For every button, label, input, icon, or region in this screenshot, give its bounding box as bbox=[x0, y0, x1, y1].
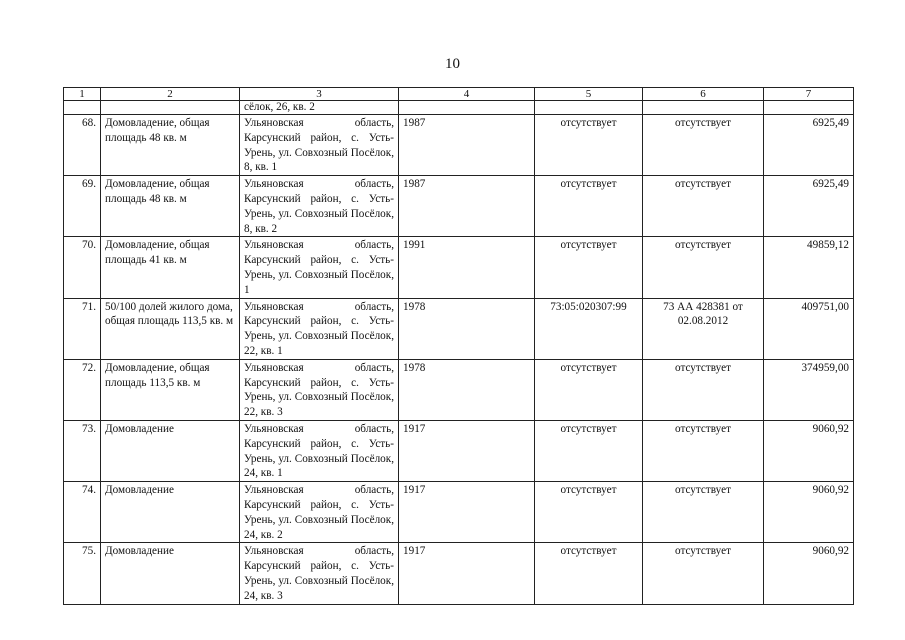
year-cell: 1978 bbox=[399, 298, 535, 359]
row-number-cell: 72. bbox=[64, 359, 101, 420]
cadastral-number-cell: отсутствует bbox=[535, 420, 643, 481]
year-cell: 1917 bbox=[399, 420, 535, 481]
column-header: 3 bbox=[240, 88, 399, 101]
value-cell: 409751,00 bbox=[764, 298, 854, 359]
row-number-cell: 71. bbox=[64, 298, 101, 359]
row-number-cell: 70. bbox=[64, 237, 101, 298]
property-registry-table bbox=[63, 87, 854, 605]
header-row bbox=[64, 88, 854, 101]
cadastral-number-cell: 73:05:020307:99 bbox=[535, 298, 643, 359]
address-cell: Ульяновская область, Карсунский район, с. Усть-Урень, ул. Совхозный Посёлок, 22, кв. 3 bbox=[240, 359, 399, 420]
year-cell: 1987 bbox=[399, 176, 535, 237]
cadastral-number-cell: отсутствует bbox=[535, 237, 643, 298]
address-cell: сёлок, 26, кв. 2 bbox=[240, 101, 399, 115]
year-cell: 1917 bbox=[399, 543, 535, 604]
row-number-cell: 75. bbox=[64, 543, 101, 604]
column-header: 4 bbox=[399, 88, 535, 101]
table-row bbox=[64, 237, 854, 298]
address-cell: Ульяновская область, Карсунский район, с. Усть-Урень, ул. Совхозный Посёлок, 22, кв. 1 bbox=[240, 298, 399, 359]
cadastral-number-cell: отсутствует bbox=[535, 359, 643, 420]
object-name-cell: Домовладение bbox=[101, 543, 240, 604]
cadastral-number-cell: отсутствует bbox=[535, 482, 643, 543]
object-name-cell: Домовладение, общая площадь 41 кв. м bbox=[101, 237, 240, 298]
row-number-cell: 69. bbox=[64, 176, 101, 237]
value-cell: 374959,00 bbox=[764, 359, 854, 420]
row-number-cell: 68. bbox=[64, 115, 101, 176]
table-row bbox=[64, 543, 854, 604]
certificate-cell: отсутствует bbox=[643, 420, 764, 481]
continuation-row bbox=[64, 101, 854, 115]
cadastral-number-cell: отсутствует bbox=[535, 115, 643, 176]
year-cell: 1991 bbox=[399, 237, 535, 298]
table-row bbox=[64, 115, 854, 176]
value-cell: 49859,12 bbox=[764, 237, 854, 298]
certificate-cell: отсутствует bbox=[643, 359, 764, 420]
address-cell: Ульяновская область, Карсунский район, с. Усть-Урень, ул. Совхозный Посёлок, 24, кв. 1 bbox=[240, 420, 399, 481]
address-cell: Ульяновская область, Карсунский район, с. Усть-Урень, ул. Совхозный Посёлок, 8, кв. 2 bbox=[240, 176, 399, 237]
object-name-cell: Домовладение, общая площадь 48 кв. м bbox=[101, 115, 240, 176]
object-name-cell: Домовладение bbox=[101, 420, 240, 481]
object-name-cell: Домовладение, общая площадь 48 кв. м bbox=[101, 176, 240, 237]
column-header: 6 bbox=[643, 88, 764, 101]
address-cell: Ульяновская область, Карсунский район, с. Усть-Урень, ул. Совхозный Посёлок, 8, кв. 1 bbox=[240, 115, 399, 176]
certificate-cell: отсутствует bbox=[643, 237, 764, 298]
cadastral-number-cell: отсутствует bbox=[535, 543, 643, 604]
address-cell: Ульяновская область, Карсунский район, с. Усть-Урень, ул. Совхозный Посёлок, 1 bbox=[240, 237, 399, 298]
column-header: 2 bbox=[101, 88, 240, 101]
table-row bbox=[64, 359, 854, 420]
object-name-cell: 50/100 долей жилого дома, общая площадь 113,5 кв. м bbox=[101, 298, 240, 359]
year-cell: 1978 bbox=[399, 359, 535, 420]
value-cell: 9060,92 bbox=[764, 420, 854, 481]
column-header: 1 bbox=[64, 88, 101, 101]
certificate-cell: отсутствует bbox=[643, 482, 764, 543]
certificate-cell: отсутствует bbox=[643, 543, 764, 604]
row-number-cell: 73. bbox=[64, 420, 101, 481]
value-cell: 9060,92 bbox=[764, 482, 854, 543]
table-row bbox=[64, 176, 854, 237]
page-number: 10 bbox=[445, 56, 460, 72]
object-name-cell: Домовладение, общая площадь 113,5 кв. м bbox=[101, 359, 240, 420]
cadastral-number-cell: отсутствует bbox=[535, 176, 643, 237]
value-cell: 6925,49 bbox=[764, 176, 854, 237]
year-cell: 1917 bbox=[399, 482, 535, 543]
table-row bbox=[64, 482, 854, 543]
certificate-cell: отсутствует bbox=[643, 176, 764, 237]
address-cell: Ульяновская область, Карсунский район, с. Усть-Урень, ул. Совхозный Посёлок, 24, кв. 3 bbox=[240, 543, 399, 604]
year-cell: 1987 bbox=[399, 115, 535, 176]
value-cell: 6925,49 bbox=[764, 115, 854, 176]
column-header: 7 bbox=[764, 88, 854, 101]
certificate-cell: 73 АА 428381 от 02.08.2012 bbox=[643, 298, 764, 359]
object-name-cell: Домовладение bbox=[101, 482, 240, 543]
address-cell: Ульяновская область, Карсунский район, с. Усть-Урень, ул. Совхозный Посёлок, 24, кв. 2 bbox=[240, 482, 399, 543]
value-cell: 9060,92 bbox=[764, 543, 854, 604]
table-row bbox=[64, 420, 854, 481]
table-row bbox=[64, 298, 854, 359]
column-header: 5 bbox=[535, 88, 643, 101]
row-number-cell: 74. bbox=[64, 482, 101, 543]
certificate-cell: отсутствует bbox=[643, 115, 764, 176]
